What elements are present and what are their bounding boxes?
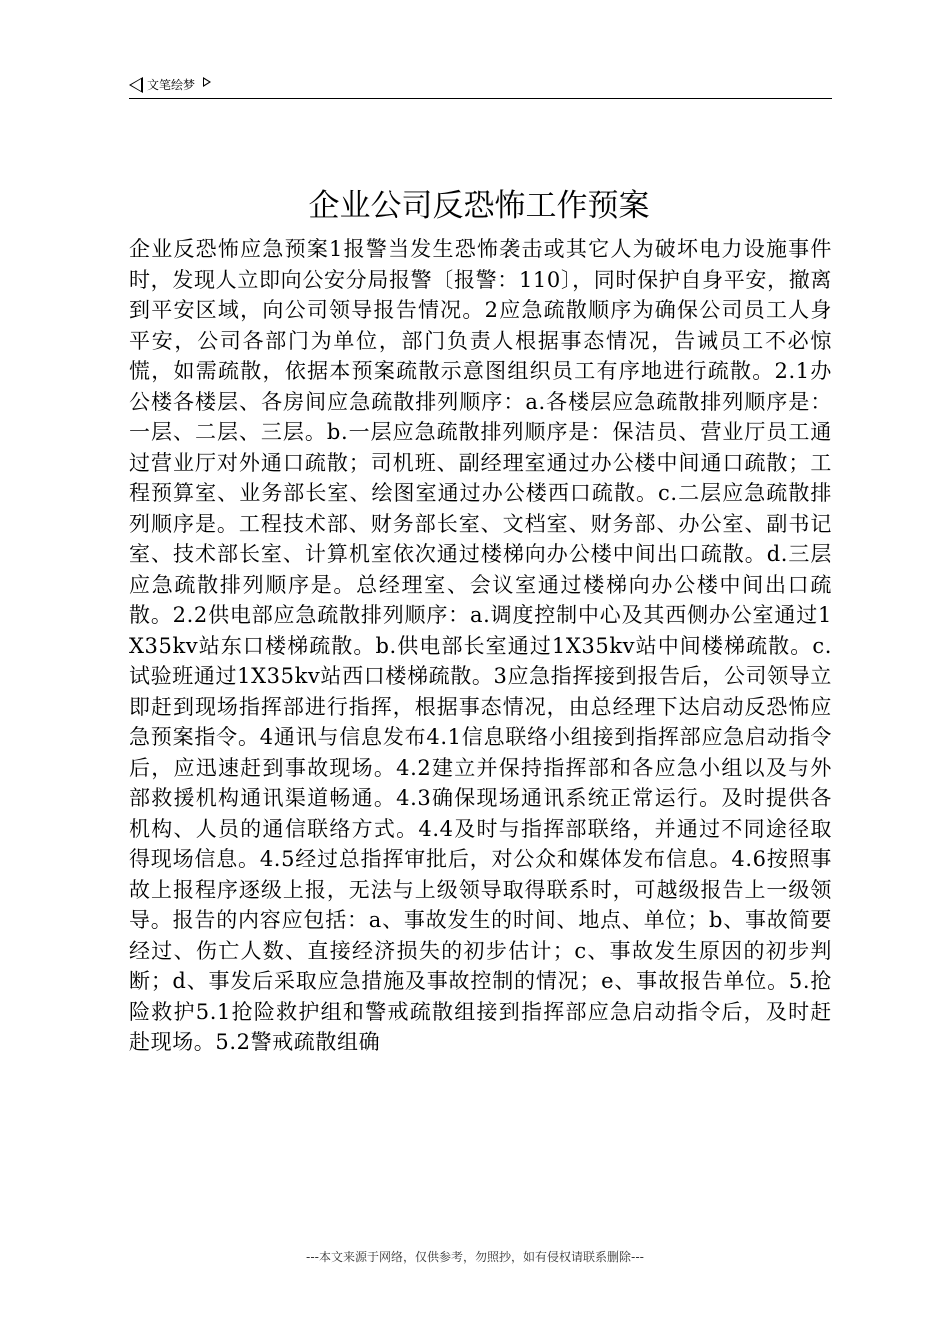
page-footer: ---本文来源于网络，仅供参考，勿照抄，如有侵权请联系删除--- — [306, 1250, 644, 1264]
document-title: 企业公司反恐怖工作预案 — [308, 188, 650, 224]
triangle-left-icon — [129, 77, 143, 93]
triangle-right-icon — [203, 77, 211, 87]
document-body: 企业反恐怖应急预案1报警当发生恐怖袭击或其它人为破坏电力设施事件时，发现人立即向公安分局报警〔报警：110〕，同时保护自身平安，撤离到平安区域，向公司领导报告情况。2应急疏散顺序为确保公司员工人身平安，公司各部门为单位，部门负责人根据事态情况，告诫员工不必惊慌，如需疏散，依据本预案疏散示意图组织员工有序地进行疏散。2.1办公楼各楼层、各房间应急疏散排列顺序：a.各楼层应急疏散排列顺序是：一层、二层、三层。b.一层应急疏散排列顺序是：保洁员、营业厅员工通过营业厅对外通口疏散；司机班、副经理室通过办公楼中间通口疏散；工程预算室、业务部长室、绘图室通过办公楼西口疏散。c.二层应急疏散排列顺序是。工程技术部、财务部长室、文档室、财务部、办公室、副书记室、技术部长室、计算机室依次通过楼梯向办公楼中间出口疏散。d.三层应急疏散排列顺序是。总经理室、会议室通过楼梯向办公楼中间出口疏散。2.2供电部应急疏散排列顺序：a.调度控制中心及其西侧办公室通过1X35kv站东口楼梯疏散。b.供电部长室通过1X35kv站中间楼梯疏散。c.试验班通过1X35kv站西口楼梯疏散。3应急指挥接到报告后，公司领导立即赶到现场指挥部进行指挥，根据事态情况，由总经理下达启动反恐怖应急预案指令。4通讯与信息发布4.1信息联络小组接到指挥部应急启动指令后，应迅速赶到事故现场。4.2建立并保持指挥部和各应急小组以及与外部救援机构通讯渠道畅通。4.3确保现场通讯系统正常运行。及时提供各机构、人员的通信联络方式。4.4及时与指挥部联络，并通过不同途径取得现场信息。4.5经过总指挥审批后，对公众和媒体发布信息。4.6按照事故上报程序逐级上报，无法与上级领导取得联系时，可越级报告上一级领导。报告的内容应包括：a、事故发生的时间、地点、单位；b、事故简要经过、伤亡人数、直接经济损失的初步估计；c、事故发生原因的初步判断；d、事发后采取应急措施及事故控制的情况；e、事故报告单位。5.抢险救护5.1抢险救护组和警戒疏散组接到指挥部应急启动指令后，及时赶赴现场。5.2警戒疏散组确 — [129, 237, 832, 1054]
header-brand-group — [129, 76, 211, 93]
page-header — [129, 74, 832, 99]
brand-name: 文笔绘梦 — [147, 78, 196, 92]
